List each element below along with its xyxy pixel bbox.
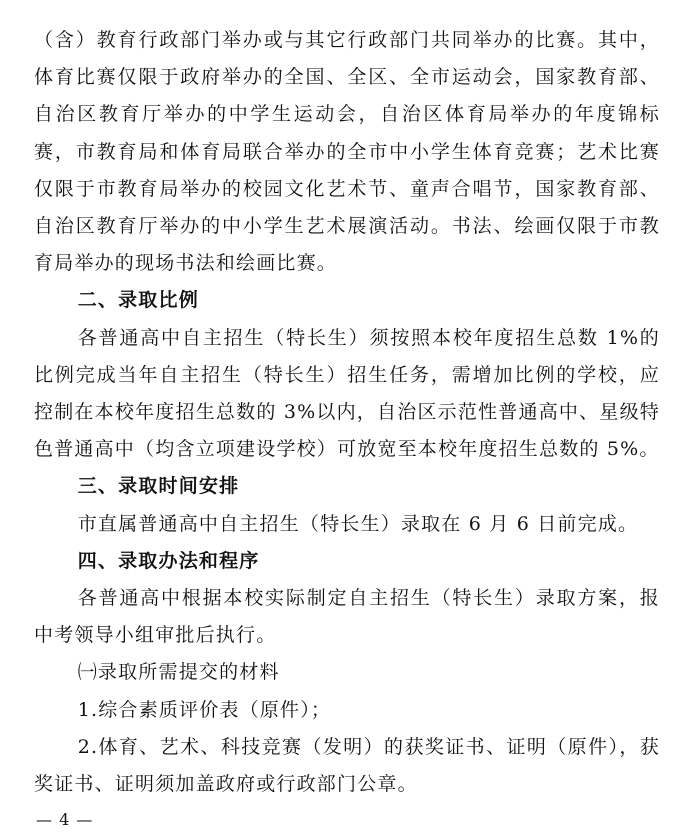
section-heading-admission-procedure: 四、录取办法和程序 bbox=[77, 549, 260, 572]
list-item-award-certificates: 2.体育、艺术、科技竞赛（发明）的获奖证书、证明（原件），获奖证书、证明须加盖政府或行政部门公章。 bbox=[34, 735, 660, 796]
paragraph-admission-ratio: 各普通高中自主招生（特长生）须按照本校年度招生总数 1%的比例完成当年自主招生（特长生）招生任务，需增加比例的学校，应控制在本校年度招生总数的 3%以内，自治区示范性普通高中、星级特色普通高中（均含立项建设学校）可放宽至本校年度招生总数的 5%。 bbox=[34, 326, 660, 461]
paragraph-admission-schedule: 市直属普通高中自主招生（特长生）录取在 6 月 6 日前完成。 bbox=[77, 512, 639, 535]
paragraph-competition-scope: （含）教育行政部门举办或与其它行政部门共同举办的比赛。其中，体育比赛仅限于政府举办的全国、全区、全市运动会，国家教育部、自治区教育厅举办的中学生运动会，自治区体育局举办的年度锦标赛，市教育局和体育局联合举办的全市中小学生体育竞赛；艺术比赛仅限于市教育局举办的校园文化艺术节、童声合唱节，国家教育部、自治区教育厅举办的中小学生艺术展演活动。书法、绘画仅限于市教育局举办的现场书法和绘画比赛。 bbox=[34, 29, 660, 275]
document-body bbox=[34, 22, 660, 803]
subheading-required-materials: ㈠录取所需提交的材料 bbox=[77, 661, 280, 684]
section-heading-admission-schedule: 三、录取时间安排 bbox=[77, 475, 240, 498]
section-heading-admission-ratio: 二、录取比例 bbox=[77, 289, 199, 312]
page-number: — 4 — bbox=[36, 810, 94, 829]
list-item-evaluation-form: 1.综合素质评价表（原件）； bbox=[77, 698, 332, 721]
paragraph-admission-procedure: 各普通高中根据本校实际制定自主招生（特长生）录取方案，报中考领导小组审批后执行。 bbox=[34, 587, 660, 647]
